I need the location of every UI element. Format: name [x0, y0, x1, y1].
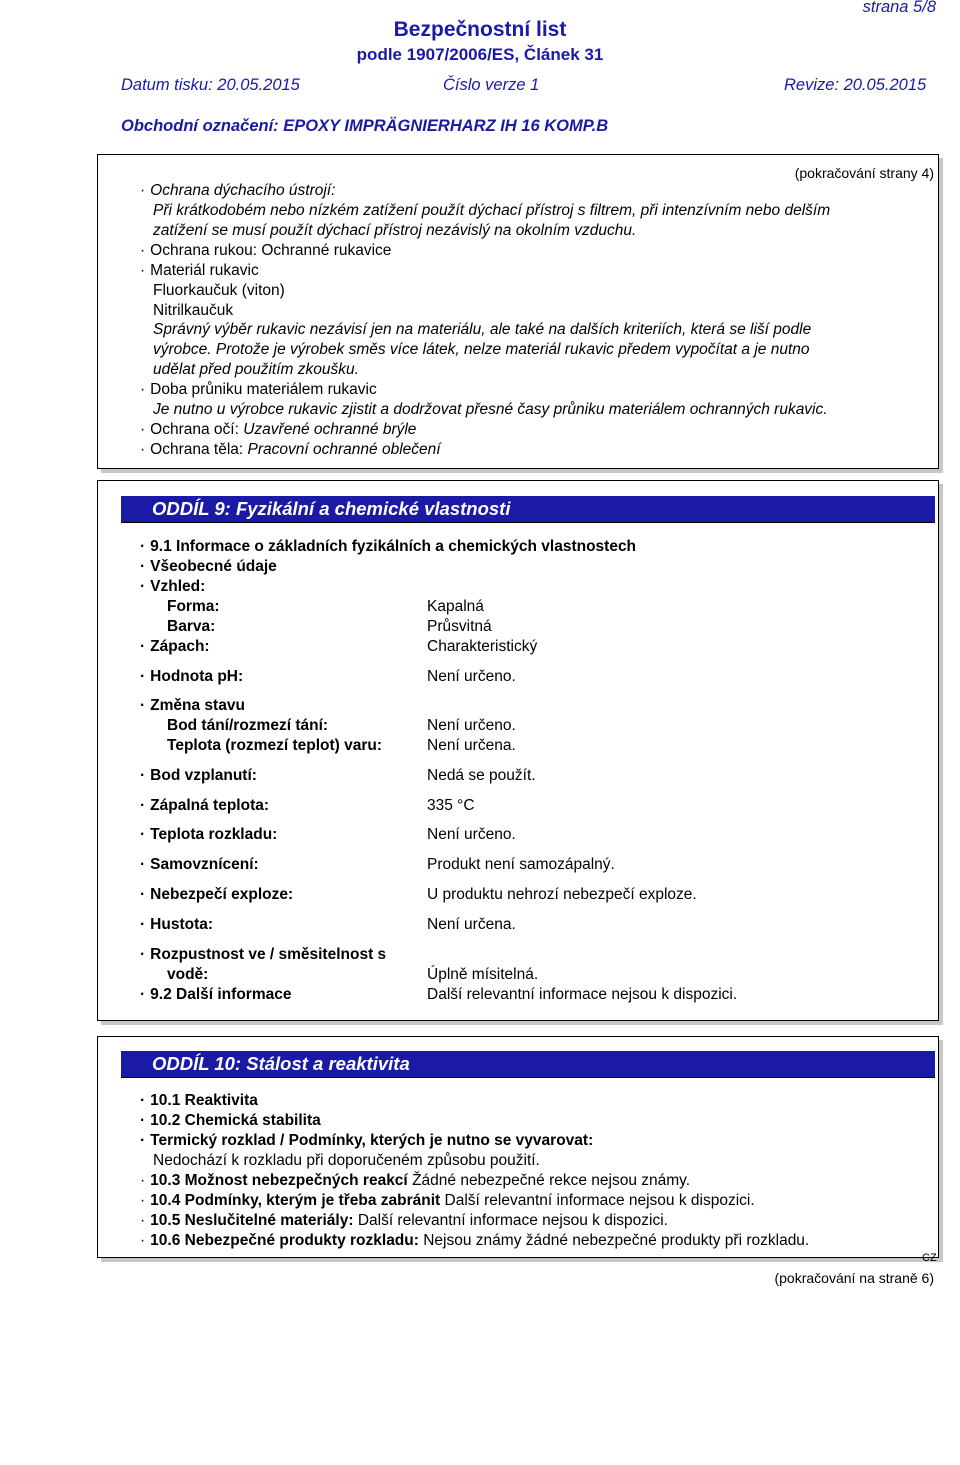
language-code: CZ: [922, 1252, 937, 1264]
ignition-value: 335 °C: [427, 797, 475, 814]
solubility-value: Úplně mísitelná.: [427, 966, 539, 983]
hands-value: Ochranné rukavice: [261, 242, 392, 259]
flash-point-value: Nedá se použít.: [427, 767, 536, 784]
incompatible-materials-row: · 10.5 Neslučitelné materiály: Další relevantní informace nejsou k dispozici.: [140, 1211, 668, 1231]
version-number: Číslo verze 1: [443, 76, 540, 94]
glove-material-2: Nitrilkaučuk: [153, 302, 234, 319]
respiratory-text-2: zatížení se musí použít dýchací přístroj nezávislý na okolním vzduchu.: [153, 222, 637, 239]
glove-material-1: Fluorkaučuk (viton): [153, 282, 285, 299]
appearance-heading: · Vzhled:: [140, 577, 205, 597]
ph-value: Není určeno.: [427, 668, 516, 685]
hazardous-reactions-row: · 10.3 Možnost nebezpečných reakcí Žádné nebezpečné rekce nejsou známy.: [140, 1171, 690, 1191]
glove-note-2: výrobce. Protože je výrobek směs více látek, nelze materiál rukavic předem vypočítat a je nutno: [153, 341, 810, 358]
section-10-title: ODDÍL 10: Stálost a reaktivita: [121, 1051, 935, 1077]
decomposition-label: · Teplota rozkladu:: [140, 825, 277, 845]
decomposition-value: Není určeno.: [427, 826, 516, 843]
explosion-label: · Nebezpečí exploze:: [140, 885, 293, 905]
chemical-stability: · 10.2 Chemická stabilita: [140, 1111, 321, 1131]
colour-value: Průsvitná: [427, 618, 492, 635]
conditions-avoid-row: · 10.4 Podmínky, kterým je třeba zabránit Další relevantní informace nejsou k dispozici.: [140, 1191, 755, 1211]
continued-from: (pokračování strany 4): [794, 165, 934, 181]
body-row: · Ochrana těla: Pracovní ochranné oblečení: [140, 440, 441, 460]
explosion-value: U produktu nehrozí nebezpečí exploze.: [427, 886, 697, 903]
trade-name: Obchodní označení: EPOXY IMPRÄGNIERHARZ IH 16 KOMP.B: [121, 117, 609, 135]
ph-label: · Hodnota pH:: [140, 667, 243, 687]
decomposition-products-row: · 10.6 Nebezpečné produkty rozkladu: Nejsou známy žádné nebezpečné produkty při rozkladu.: [140, 1231, 809, 1251]
thermal-decomposition-value: Nedochází k rozkladu při doporučeném způsobu použití.: [153, 1152, 540, 1169]
boiling-value: Není určena.: [427, 737, 516, 754]
document-subtitle: podle 1907/2006/ES, Článek 31: [356, 45, 604, 64]
divider: [121, 522, 935, 523]
other-info-label: · 9.2 Další informace: [140, 985, 291, 1005]
divider: [121, 1077, 935, 1078]
ignition-label: · Zápalná teplota:: [140, 796, 269, 816]
page-number: strana 5/8: [862, 0, 936, 16]
form-value: Kapalná: [427, 598, 484, 615]
melting-label: Bod tání/rozmezí tání:: [167, 717, 329, 734]
state-change-label: · Změna stavu: [140, 696, 245, 716]
odour-label: · Zápach:: [140, 637, 210, 657]
thermal-decomposition-label: · Termický rozklad / Podmínky, kterých je nutno se vyvarovat:: [140, 1131, 593, 1151]
info-heading: · 9.1 Informace o základních fyzikálních a chemických vlastnostech: [140, 537, 636, 557]
respiratory-label: · Ochrana dýchacího ústrojí:: [140, 181, 335, 201]
self-ignition-label: · Samovznícení:: [140, 855, 259, 875]
document-title: Bezpečnostní list: [393, 18, 567, 41]
glove-note-3: udělat před použitím zkoušku.: [153, 361, 359, 378]
other-info-value: Další relevantní informace nejsou k dispozici.: [427, 986, 738, 1003]
density-value: Není určena.: [427, 916, 516, 933]
solubility-label-1: · Rozpustnost ve / směsitelnost s: [140, 945, 386, 965]
print-date: Datum tisku: 20.05.2015: [121, 76, 300, 94]
hands-row: [140, 241, 391, 261]
permeation-text: Je nutno u výrobce rukavic zjistit a dodržovat přesné časy průniku materiálem ochranných rukavic.: [153, 401, 828, 418]
self-ignition-value: Produkt není samozápalný.: [427, 856, 615, 873]
general-heading: · Všeobecné údaje: [140, 557, 277, 577]
reactivity: · 10.1 Reaktivita: [140, 1091, 258, 1111]
density-label: · Hustota:: [140, 915, 213, 935]
respiratory-text-1: Při krátkodobém nebo nízkém zatížení použít dýchací přístroj s filtrem, při intenzívním nebo delším: [153, 202, 831, 219]
revision-date: Revize: 20.05.2015: [784, 76, 927, 94]
hands-label: Ochrana rukou:: [150, 242, 258, 259]
permeation-label: · Doba průniku materiálem rukavic: [140, 380, 377, 400]
eyes-row: · Ochrana očí: Uzavřené ochranné brýle: [140, 420, 416, 440]
boiling-label: Teplota (rozmezí teplot) varu:: [167, 737, 383, 754]
melting-value: Není určeno.: [427, 717, 516, 734]
glove-note-1: Správný výběr rukavic nezávisí jen na materiálu, ale také na dalších kriteriích, která se liší podle: [153, 321, 812, 338]
flash-point-label: · Bod vzplanutí:: [140, 766, 257, 786]
colour-label: Barva:: [167, 618, 216, 635]
glove-material-label: · Materiál rukavic: [140, 261, 259, 281]
form-label: Forma:: [167, 598, 220, 615]
solubility-label-2: vodě:: [167, 966, 209, 983]
continued-to: (pokračování na straně 6): [774, 1270, 934, 1286]
odour-value: Charakteristický: [427, 638, 538, 655]
section-9-title: ODDÍL 9: Fyzikální a chemické vlastnosti: [121, 496, 935, 522]
